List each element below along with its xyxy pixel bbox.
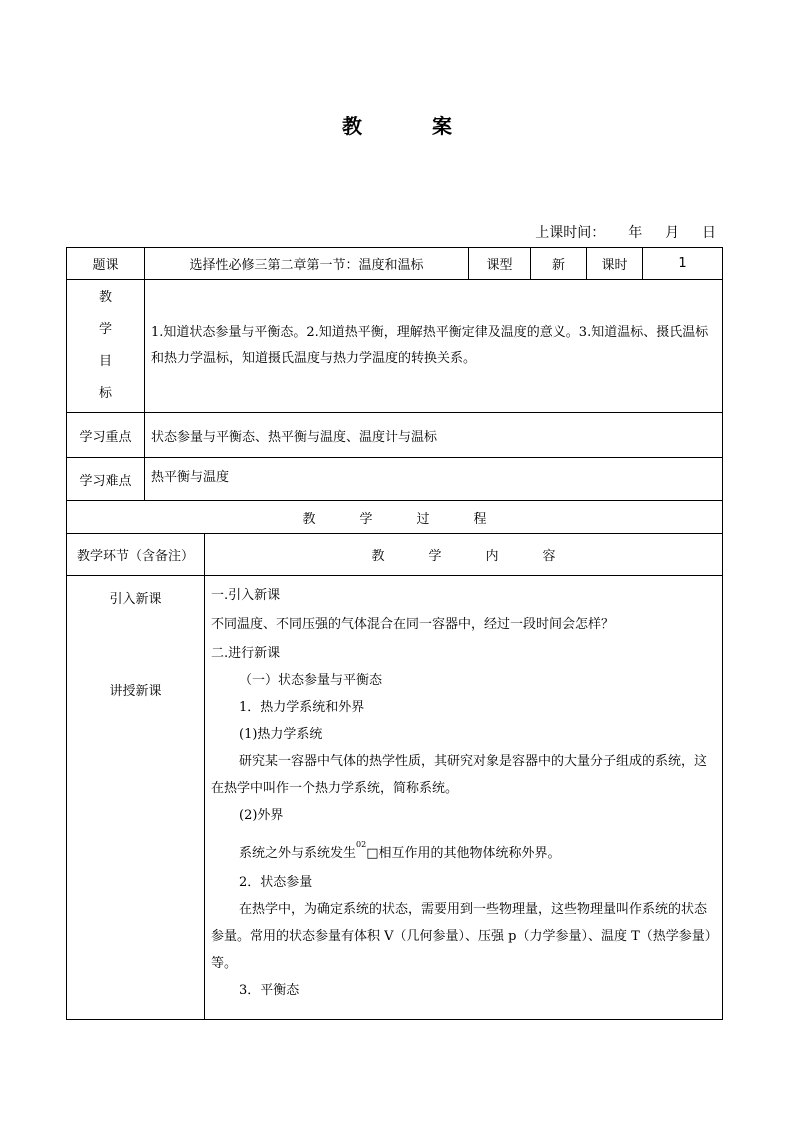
content-heading: 二.进行新课	[211, 646, 281, 661]
content-paragraph: 研究某一容器中气体的热学性质，其研究对象是容器中的大量分子组成的系统，这在热学中叫作一个热力学系统，简称系统。	[211, 754, 708, 796]
content-header-char: 内	[485, 549, 499, 564]
goals-label-char: 学	[98, 322, 112, 337]
content-subheading: (1)热力学系统	[239, 727, 323, 742]
key-points-text: 状态参量与平衡态、热平衡与温度、温度计与温标	[145, 413, 723, 458]
day-label: 日	[702, 225, 716, 241]
goals-row	[67, 280, 723, 413]
goals-label-char: 教	[98, 290, 112, 305]
stage-column	[67, 576, 205, 1020]
process-header	[67, 501, 723, 534]
year-label: 年	[628, 225, 643, 241]
teaching-content	[205, 576, 723, 1020]
content-subheading: 1．热力学系统和外界	[239, 700, 365, 715]
content-heading: 一.引入新课	[211, 588, 281, 603]
stage-column-header: 教学环节（含备注）	[67, 534, 205, 576]
process-header-char: 学	[359, 511, 373, 527]
process-header-char: 程	[473, 511, 487, 527]
class-time-line	[535, 222, 716, 242]
key-points-row	[67, 413, 723, 458]
class-time-label: 上课时间：	[535, 225, 606, 241]
content-subheading: 3．平衡态	[239, 983, 300, 998]
content-subheading: （一）状态参量与平衡态	[239, 673, 383, 688]
difficulties-text: 热平衡与温度	[145, 458, 723, 501]
topic-value: 选择性必修三第二章第一节：温度和温标	[145, 248, 469, 280]
content-column-header	[205, 534, 723, 576]
content-subheading: (2)外界	[239, 808, 284, 823]
hours-value: 1	[643, 248, 723, 280]
type-value: 新	[531, 248, 587, 280]
content-superscript: 02	[356, 840, 367, 849]
goals-label	[67, 280, 145, 413]
difficulties-row	[67, 458, 723, 501]
content-paragraph	[211, 831, 716, 867]
content-header-char: 教	[371, 549, 385, 564]
goals-text: 1.知道状态参量与平衡态。2.知道热平衡，理解热平衡定律及温度的意义。3.知道温标、摄氏温标和热力学温标，知道摄氏温度与热力学温度的转换关系。	[145, 280, 723, 413]
topic-label: 题课	[67, 248, 145, 280]
page-title	[0, 110, 794, 139]
process-header-row	[67, 501, 723, 534]
lesson-plan-table	[66, 247, 723, 1020]
columns-header-row	[67, 534, 723, 576]
stage-intro: 引入新课	[109, 592, 162, 607]
content-text: 系统之外与系统发生	[239, 846, 357, 861]
process-header-char: 教	[302, 511, 316, 527]
content-header-char: 学	[428, 549, 442, 564]
content-paragraph: 在热学中，为确定系统的状态，需要用到一些物理量，这些物理量叫作系统的状态参量。常用的状态参量有体积 V（几何参量）、压强 p（力学参量）、温度 T（热学参量）等。	[211, 902, 712, 971]
goals-label-char: 标	[98, 386, 112, 401]
process-body-row	[67, 576, 723, 1020]
title-char-2: 案	[432, 114, 452, 138]
stage-teaching: 讲授新课	[109, 684, 162, 699]
title-char-1: 教	[342, 114, 362, 138]
key-points-label: 学习重点	[67, 413, 145, 458]
header-row	[67, 248, 723, 280]
hours-label: 课时	[587, 248, 643, 280]
difficulties-label: 学习难点	[67, 458, 145, 501]
month-label: 月	[665, 225, 680, 241]
content-text: □相互作用的其他物体统称外界。	[366, 846, 561, 861]
content-header-char: 容	[542, 549, 556, 564]
content-subheading: 2．状态参量	[239, 875, 313, 890]
type-label: 课型	[469, 248, 531, 280]
process-header-char: 过	[416, 511, 430, 527]
content-paragraph: 不同温度、不同压强的气体混合在同一容器中，经过一段时间会怎样？	[211, 617, 615, 632]
lesson-plan-sheet	[66, 247, 722, 1020]
goals-label-char: 目	[98, 354, 112, 369]
